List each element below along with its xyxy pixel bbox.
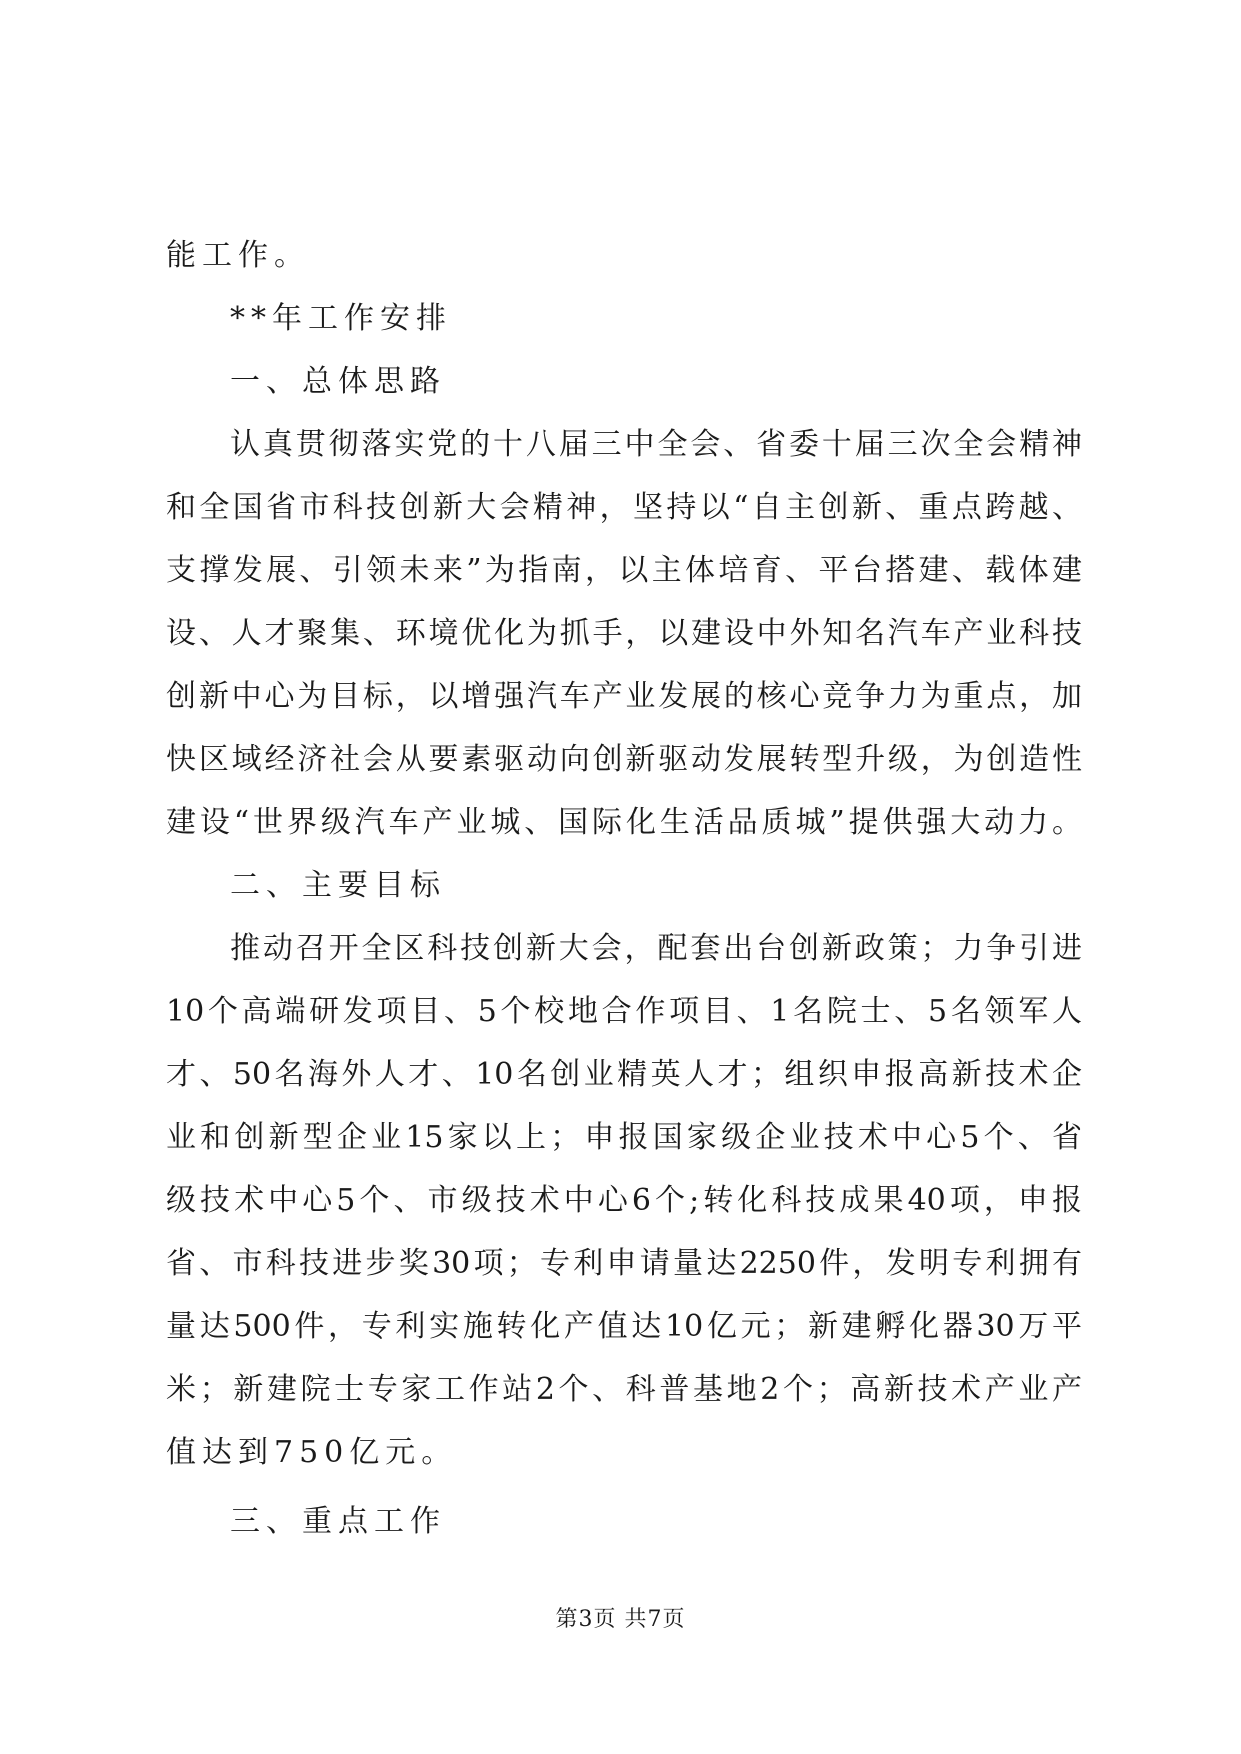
paragraph-line: 才、50名海外人才、10名创业精英人才；组织申报高新技术企 [166, 1057, 1082, 1092]
page-number-footer: 第3页 共7页 [555, 1607, 686, 1632]
paragraph-line: 业和创新型企业15家以上；申报国家级企业技术中心5个、省 [166, 1120, 1082, 1155]
paragraph-line: 量达500件，专利实施转化产值达10亿元；新建孵化器30万平 [166, 1309, 1082, 1344]
section-title: **年工作安排 [230, 301, 452, 336]
text-line: 能工作。 [166, 238, 310, 273]
paragraph-line: 和全国省市科技创新大会精神，坚持以“自主创新、重点跨越、 [166, 490, 1082, 525]
paragraph-line: 认真贯彻落实党的十八届三中全会、省委十届三次全会精神 [230, 427, 1082, 462]
paragraph-line: 设、人才聚集、环境优化为抓手，以建设中外知名汽车产业科技 [166, 616, 1082, 651]
paragraph-line: 省、市科技进步奖30项；专利申请量达2250件，发明专利拥有 [166, 1246, 1082, 1281]
section-heading: 一、总体思路 [230, 364, 446, 399]
paragraph-line: 值达到750亿元。 [166, 1435, 458, 1470]
section-heading: 二、主要目标 [230, 868, 446, 903]
paragraph-line: 推动召开全区科技创新大会，配套出台创新政策；力争引进 [230, 931, 1082, 966]
paragraph-line: 支撑发展、引领未来”为指南，以主体培育、平台搭建、载体建 [166, 553, 1082, 588]
paragraph-line: 创新中心为目标，以增强汽车产业发展的核心竞争力为重点，加 [166, 679, 1082, 714]
paragraph-line: 级技术中心5个、市级技术中心6个;转化科技成果40项，申报 [166, 1183, 1082, 1218]
section-heading: 三、重点工作 [230, 1504, 446, 1539]
paragraph-line: 快区域经济社会从要素驱动向创新驱动发展转型升级，为创造性 [166, 742, 1082, 777]
document-body [166, 224, 1082, 1553]
paragraph-line: 米；新建院士专家工作站2个、科普基地2个；高新技术产业产 [166, 1372, 1082, 1407]
paragraph-line: 10个高端研发项目、5个校地合作项目、1名院士、5名领军人 [166, 994, 1082, 1029]
paragraph-line: 建设“世界级汽车产业城、国际化生活品质城”提供强大动力。 [166, 805, 1082, 840]
